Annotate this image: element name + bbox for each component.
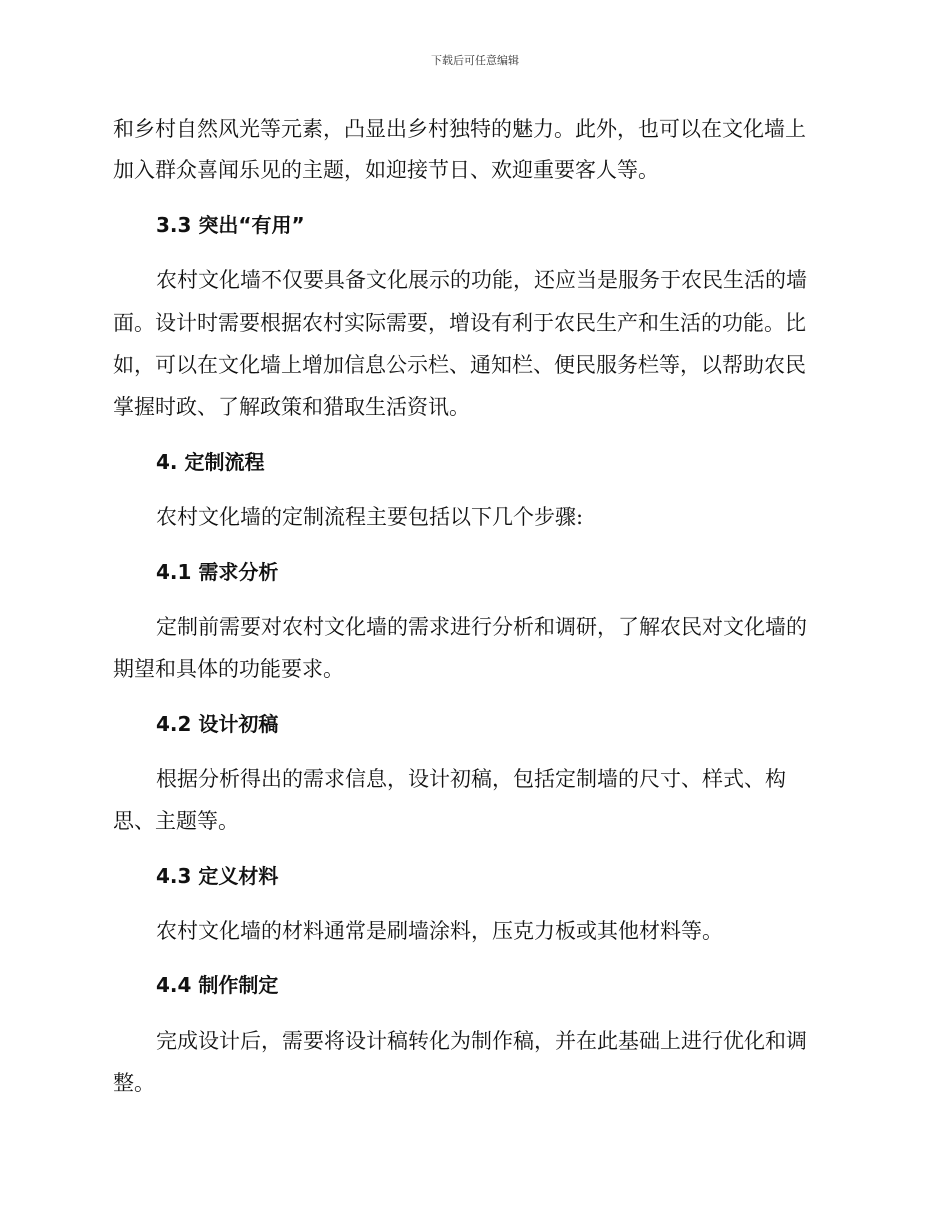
paragraph-line: 定制前需要对农村文化墙的需求进行分析和调研，了解农民对文化墙的 xyxy=(156,615,807,639)
section-heading-4-1: 4.1 需求分析 xyxy=(156,560,279,584)
section-heading-4-2: 4.2 设计初稿 xyxy=(156,712,279,736)
page-header: 下载后可任意编辑 xyxy=(431,54,519,67)
paragraph-line: 如，可以在文化墙上增加信息公示栏、通知栏、便民服务栏等，以帮助农民 xyxy=(113,353,806,377)
section-heading-4-3: 4.3 定义材料 xyxy=(156,864,279,888)
paragraph-line: 和乡村自然风光等元素，凸显出乡村独特的魅力。此外，也可以在文化墙上 xyxy=(113,117,806,141)
paragraph-line: 掌握时政、了解政策和猎取生活资讯。 xyxy=(113,395,470,419)
paragraph-line: 农村文化墙的材料通常是刷墙涂料，压克力板或其他材料等。 xyxy=(156,919,723,943)
paragraph-line: 面。设计时需要根据农村实际需要，增设有利于农民生产和生活的功能。比 xyxy=(113,311,806,335)
paragraph-line: 整。 xyxy=(113,1071,155,1095)
section-heading-4: 4. 定制流程 xyxy=(156,450,265,474)
paragraph-line: 完成设计后，需要将设计稿转化为制作稿，并在此基础上进行优化和调 xyxy=(156,1029,807,1053)
paragraph-line: 根据分析得出的需求信息，设计初稿，包括定制墙的尺寸、样式、构 xyxy=(156,767,786,791)
paragraph-line: 期望和具体的功能要求。 xyxy=(113,657,344,681)
section-heading-3-3: 3.3 突出“有用” xyxy=(156,213,305,237)
paragraph-line: 加入群众喜闻乐见的主题，如迎接节日、欢迎重要客人等。 xyxy=(113,158,659,182)
paragraph-line: 农村文化墙的定制流程主要包括以下几个步骤: xyxy=(156,505,584,529)
paragraph-line: 思、主题等。 xyxy=(113,809,239,833)
section-heading-4-4: 4.4 制作制定 xyxy=(156,973,279,997)
paragraph-line: 农村文化墙不仅要具备文化展示的功能，还应当是服务于农民生活的墙 xyxy=(156,268,807,292)
